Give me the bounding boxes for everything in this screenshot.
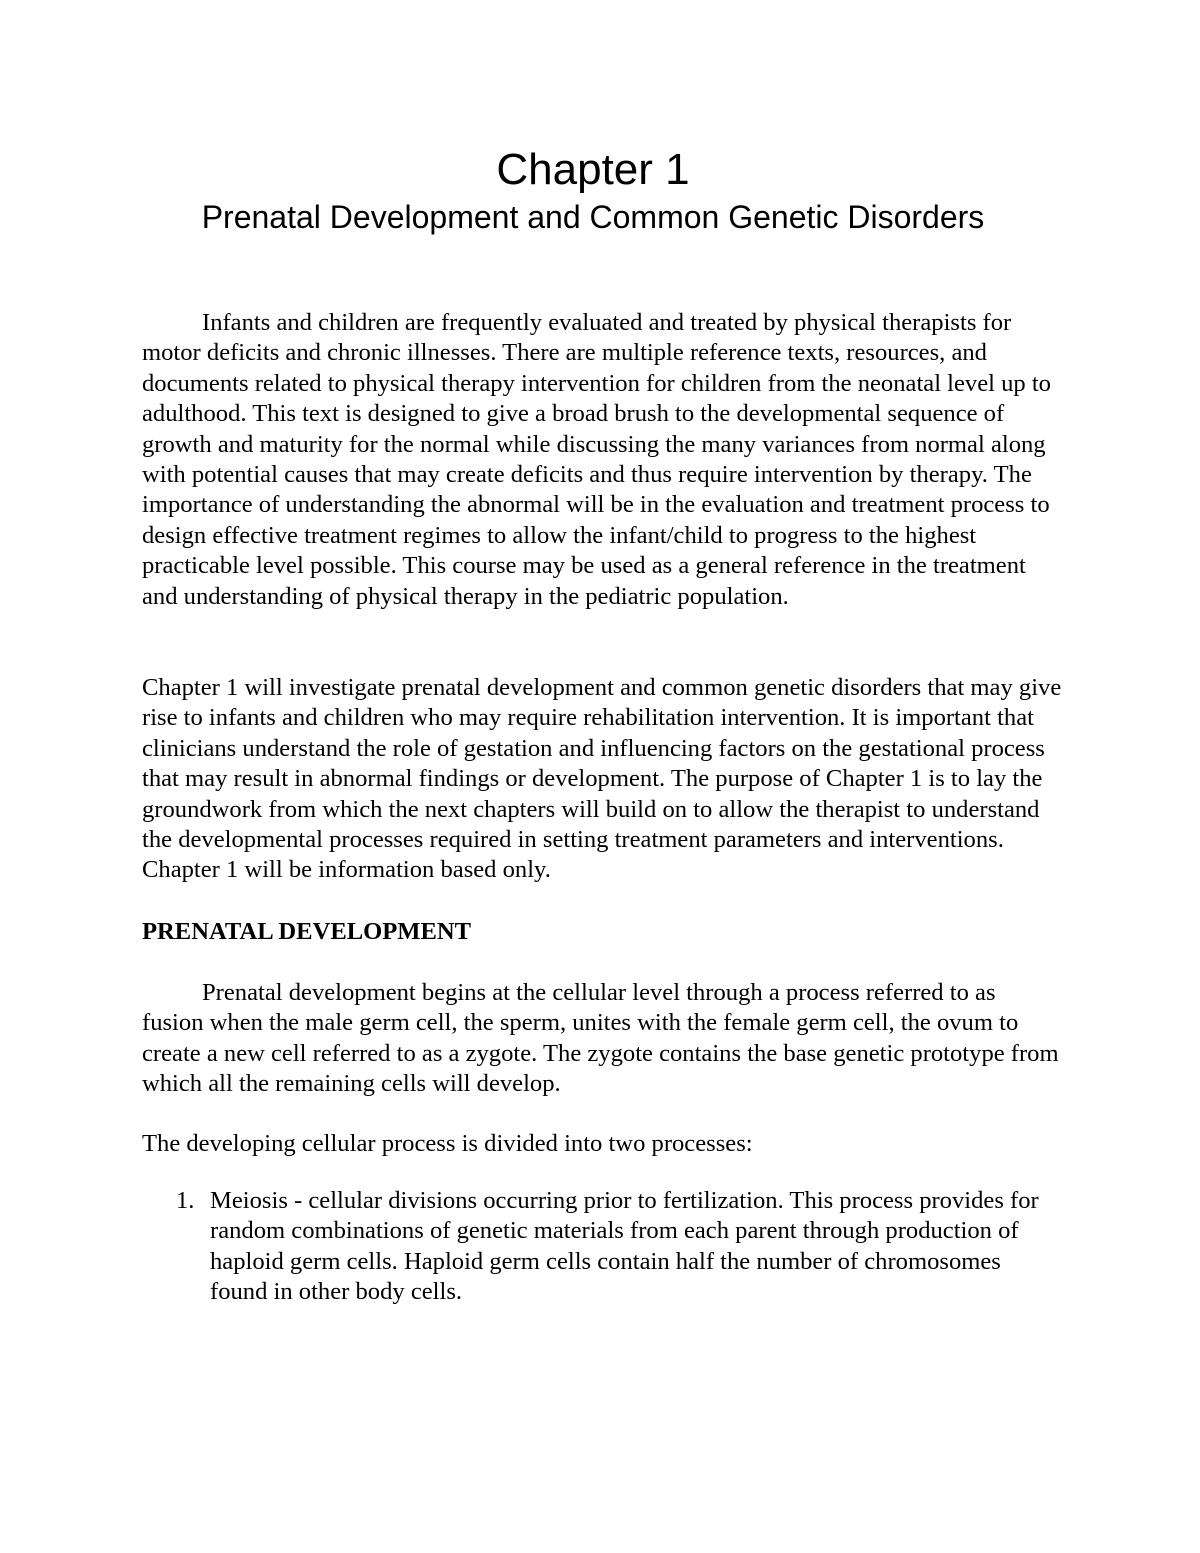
- chapter-overview-paragraph: Chapter 1 will investigate prenatal development and common genetic disorders that may give rise to infants and children who may require rehabilitation intervention. It is important that clinicians understand the role of gestation and influencing factors on the gestational process that may result in abnormal findings or development. The purpose of Chapter 1 is to lay the groundwork from which the next chapters will build on to allow the therapist to understand the developmental processes required in setting treatment parameters and interventions. Chapter 1 will be information based only.: [142, 674, 1062, 884]
- chapter-title: Chapter 1: [496, 145, 690, 194]
- chapter-subtitle: Prenatal Development and Common Genetic Disorders: [201, 199, 985, 235]
- processes-intro-paragraph: The developing cellular process is divided into two processes:: [142, 1130, 753, 1157]
- intro-paragraph: Infants and children are frequently evaluated and treated by physical therapists for motor deficits and chronic illnesses. There are multiple reference texts, resources, and documents related to physical therapy intervention for children from the neonatal level up to adulthood. This text is designed to give a broad brush to the developmental sequence of growth and maturity for the normal while discussing the many variances from normal along with potential causes that may create deficits and thus require intervention by therapy. The importance of understanding the abnormal will be in the evaluation and treatment process to design effective treatment regimes to allow the infant/child to progress to the highest practicable level possible. This course may be used as a general reference in the treatment and understanding of physical therapy in the pediatric population.: [142, 309, 1051, 610]
- list-item: [142, 1186, 1062, 1308]
- list-item-text: Meiosis - cellular divisions occurring prior to fertilization. This process provides for random combinations of genetic materials from each parent through production of haploid germ cells. Haploid germ cells contain half the number of chromosomes found in other body cells.: [210, 1187, 1039, 1306]
- list-item-marker: 1.: [176, 1187, 195, 1214]
- section-heading: PRENATAL DEVELOPMENT: [142, 918, 472, 945]
- process-list: [142, 1186, 1062, 1308]
- prenatal-paragraph: Prenatal development begins at the cellular level through a process referred to as fusion when the male germ cell, the sperm, unites with the female germ cell, the ovum to create a new cell referred to as a zygote. The zygote contains the base genetic prototype from which all the remaining cells will develop.: [142, 979, 1059, 1098]
